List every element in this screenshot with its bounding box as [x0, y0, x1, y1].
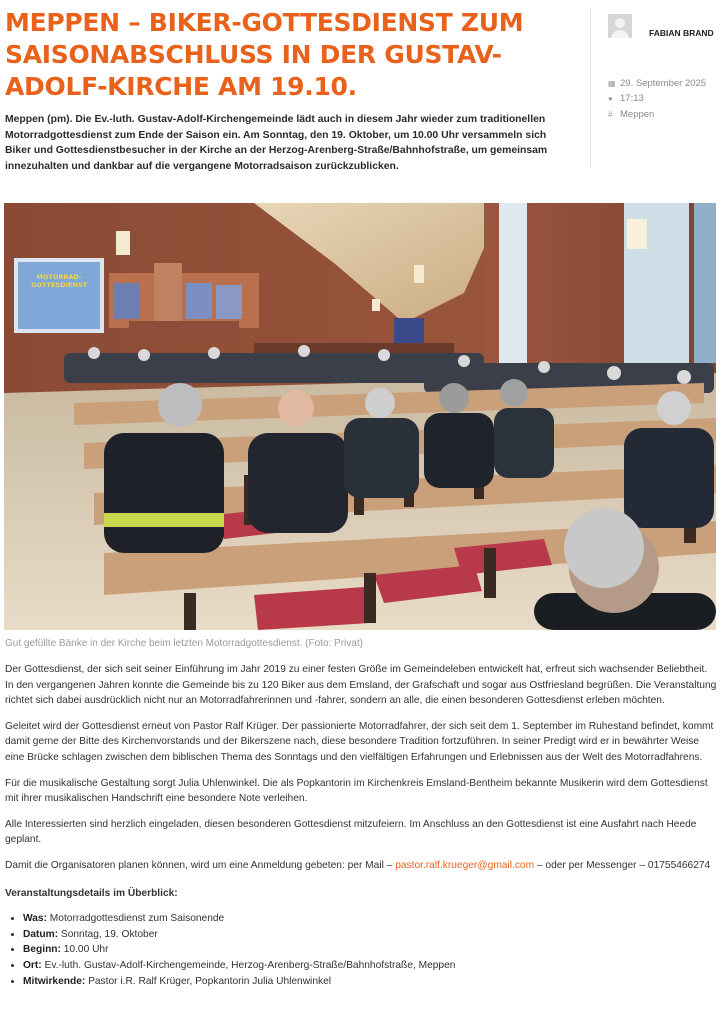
details-item-start: • Beginn: 10.00 Uhr [23, 942, 717, 958]
registration-text-before: Damit die Organisatoren planen können, wird um eine Anmeldung gebeten: per Mail – [5, 859, 396, 871]
church-interior-image [4, 203, 716, 630]
article-photo[interactable] [4, 203, 716, 630]
meta-date-text: 29. September 2025 [620, 78, 707, 89]
article-body [5, 662, 717, 989]
email-link[interactable]: pastor.ralf.krueger@gmail.com [395, 859, 535, 871]
article-header [0, 0, 724, 190]
hash-icon: # [608, 110, 613, 119]
body-paragraph-1: Der Gottesdienst, der sich seit seiner Einführung im Jahr 2019 zu einer festen Größe im Gemeindeleben entwickelt hat, erfreut sich wachsender Beliebtheit. In den vergangenen Jahren konnte die Gemeinde bis zu 120 Biker aus dem Emsland, der Grafschaft und sogar aus Ostfriesland begrüßen. Die Veranstaltung richtet sich dabei ausdrücklich nicht nur an Motorradfahrerinnen und -fahrer, sondern an alle, die einen besonderen Gottesdienst erleben möchten. [5, 664, 717, 707]
slide-line-2: GOTTESDIENST [31, 281, 87, 289]
details-item-what: • Was: Motorradgottesdienst zum Saisonende [23, 911, 717, 927]
details-item-participants: • Mitwirkende: Pastor i.R. Ralf Krüger, Popkantorin Julia Uhlenwinkel [23, 974, 717, 990]
clock-icon: ● [608, 94, 613, 103]
registration-text-after: – oder per Messenger – 01755466274 [534, 859, 711, 871]
body-paragraph-2: Geleitet wird der Gottesdienst erneut von Pastor Ralf Krüger. Der passionierte Motorradfahrer, der sich seit dem 1. September im Ruhestand befindet, kommt damit gerne der Bitte des Kirchenvorstands und der Bikerszene nach, diese besondere Tradition fortzuführen. In seiner Predigt wird er in bewährter Weise eine Brücke schlagen zwischen dem biblischen Thema des Sonntags und den vielfältigen Erfahrungen und Erlebnissen aus der Welt des Motorradfahrens. [5, 720, 714, 763]
details-heading: Veranstaltungsdetails im Überblick: [5, 887, 178, 899]
details-item-date: • Datum: Sonntag, 19. Oktober [23, 927, 717, 943]
meta-time-text: 17:13 [620, 93, 644, 104]
calendar-icon: ▦ [608, 79, 616, 88]
article-lead: Meppen (pm). Die Ev.-luth. Gustav-Adolf-Kirchengemeinde lädt auch in diesem Jahr wieder zum traditionellen Motorradgottesdienst zum Ende der Saison ein. Am Sonntag, den 19. Oktober, um 10.00 Uhr versammeln sich Biker und Gottesdienstbesucher in der Kirche an der Herzog-Arenberg-Straße/Bahnhofstraße, um gemeinsam innezuhalten und dankbar auf die vergangene Motorradsaison zurückzublicken. [5, 114, 548, 172]
body-paragraph-4: Alle Interessierten sind herzlich eingeladen, diesen besonderen Gottesdienst mitzufeiern. Im Anschluss an den Gottesdienst ist eine Ausfahrt nach Heede geplant. [5, 818, 697, 846]
meta-time [608, 93, 644, 104]
article-title: MEPPEN – BIKER-GOTTESDIENST ZUM SAISONABSCHLUSS IN DER GUSTAV-ADOLF-KIRCHE AM 19.10. [5, 8, 524, 101]
photo-caption: Gut gefüllte Bänke in der Kirche beim letzten Motorradgottesdienst. (Foto: Privat) [5, 638, 363, 649]
avatar-placeholder-icon [608, 14, 632, 38]
meta-date [608, 78, 706, 89]
meta-category-text[interactable]: Meppen [620, 109, 655, 120]
registration-paragraph [5, 858, 717, 874]
body-paragraph-3: Für die musikalische Gestaltung sorgt Julia Uhlenwinkel. Die als Popkantorin im Kirchenkreis Emsland-Bentheim bekannte Musikerin wird dem Gottesdienst mit ihrer musikalischen Handschrift eine besondere Note verleihen. [5, 777, 708, 805]
details-item-location: • Ort: Ev.-luth. Gustav-Adolf-Kirchengemeinde, Herzog-Arenberg-Straße/Bahnhofstraße, Meppen [23, 958, 717, 974]
details-list [5, 911, 717, 989]
slide-line-1: MOTORRAD- [36, 273, 82, 281]
header-divider [590, 8, 591, 168]
meta-category[interactable] [608, 109, 654, 120]
author-link[interactable]: FABIAN BRAND [649, 28, 714, 38]
